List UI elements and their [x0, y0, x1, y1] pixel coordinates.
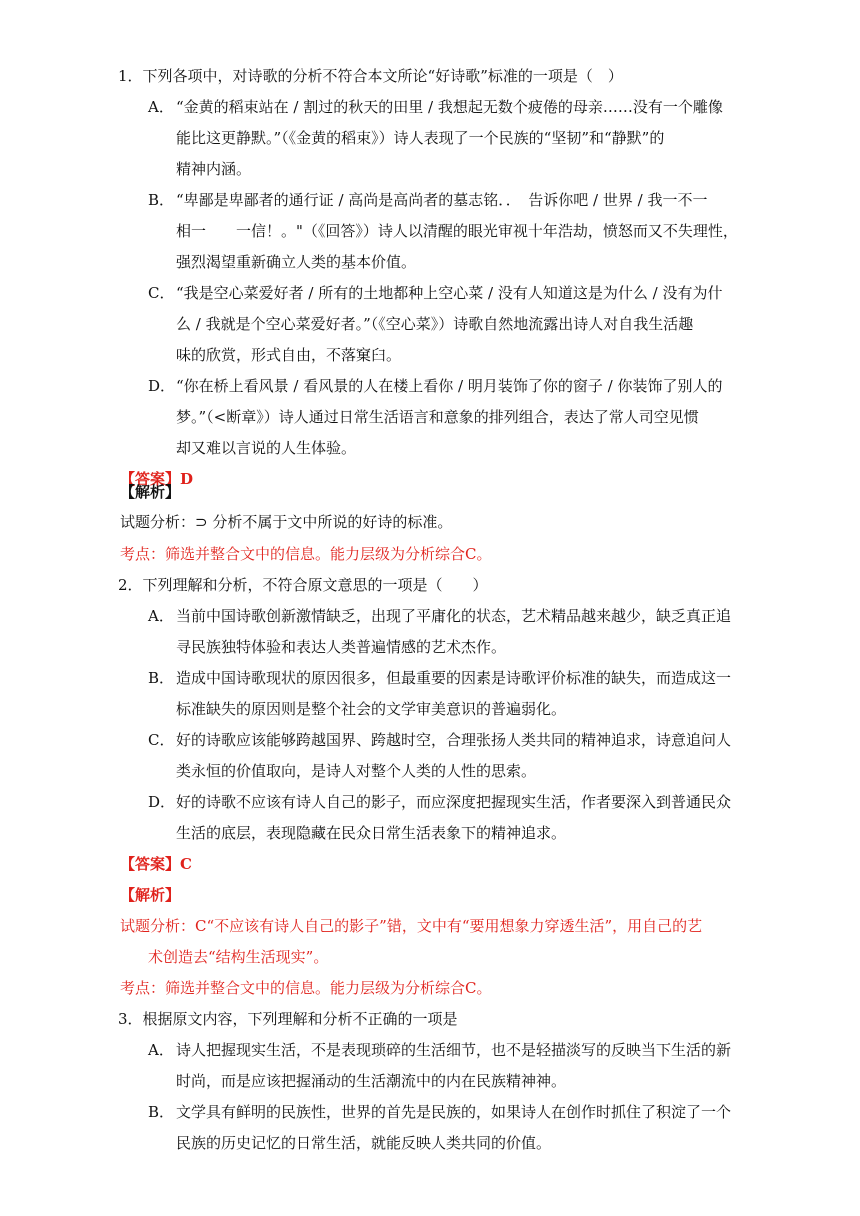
q1-option-d-line2: 梦。”（<断章》）诗人通过日常生活语言和意象的排列组合，表达了常人司空见惯: [176, 408, 699, 426]
q1-answer: 【答案】D: [120, 470, 194, 488]
option-text: “你在桥上看风景 / 看风景的人在楼上看你 / 明月装饰了你的窗子 / 你装饰了别人的: [176, 377, 723, 395]
option-label: A．: [148, 98, 174, 116]
q2-option-b-line2: 标准缺失的原因则是整个社会的文学审美意识的普遍弱化。: [176, 700, 567, 718]
q1-analysis-text: 试题分析：⊃ 分析不属于文中所说的好诗的标准。: [120, 513, 453, 531]
q3-option-b: [148, 1102, 731, 1122]
q2-option-b: [148, 668, 731, 688]
q2-option-d: [148, 792, 731, 812]
option-label: B．: [148, 669, 175, 687]
q1-option-b: [148, 190, 707, 210]
q1-option-b-line2: 相一 一信！。"（《回答》）诗人以清醒的眼光审视十年浩劫，愤怒而又不失理性，: [176, 222, 738, 240]
q2-option-a-line2: 寻民族独特体验和表达人类普遍情感的艺术杰作。: [176, 638, 507, 656]
option-label: C．: [148, 284, 175, 302]
q3-option-b-line2: 民族的历史记忆的日常生活，就能反映人类共同的价值。: [176, 1134, 552, 1152]
q2-kaodian: 考点：筛选并整合文中的信息。能力层级为分析综合C。: [120, 979, 492, 997]
q1-option-a: [148, 97, 723, 117]
q2-option-d-line2: 生活的底层，表现隐藏在民众日常生活表象下的精神追求。: [176, 824, 567, 842]
option-text: 好的诗歌应该能够跨越国界、跨越时空，合理张扬人类共同的精神追求，诗意追问人: [176, 731, 732, 749]
q1-stem: 1．下列各项中，对诗歌的分析不符合本文所论“好诗歌”标准的一项是（ ）: [118, 67, 623, 85]
option-text: 文学具有鲜明的民族性，世界的首先是民族的，如果诗人在创作时抓住了积淀了一个: [176, 1103, 732, 1121]
option-label: A．: [148, 1041, 174, 1059]
q3-option-a: [148, 1040, 731, 1060]
q1-option-d-line3: 却又难以言说的人生体验。: [176, 439, 357, 457]
q2-answer: 【答案】C: [120, 855, 192, 873]
q2-stem: 2．下列理解和分析，不符合原文意思的一项是（ ）: [118, 576, 488, 594]
q2-analysis-line2: 术创造去“结构生活现实”。: [148, 948, 329, 966]
option-label: D．: [148, 793, 176, 811]
q1-option-b-line3: 强烈渴望重新确立人类的基本价值。: [176, 253, 417, 271]
q1-analysis-heading: 【解析】: [120, 483, 181, 501]
q1-option-c-line2: 么 / 我就是个空心菜爱好者。”（《空心菜》）诗歌自然地流露出诗人对自我生活趣: [176, 315, 694, 333]
q3-option-a-line2: 时尚，而是应该把握涌动的生活潮流中的内在民族精神神。: [176, 1072, 567, 1090]
q2-analysis-line1: 试题分析：C“不应该有诗人自己的影子”错，文中有“要用想象力穿透生活”，用自己的艺: [120, 917, 703, 935]
option-text: “卑鄙是卑鄙者的通行证 / 高尚是高尚者的墓志铭．． 告诉你吧 / 世界 / 我一不一: [176, 191, 708, 209]
option-label: B．: [148, 1103, 175, 1121]
q2-option-c-line2: 类永恒的价值取向，是诗人对整个人类的人性的思索。: [176, 762, 537, 780]
option-text: 当前中国诗歌创新激情缺乏，出现了平庸化的状态，艺术精品越来越少，缺乏真正追: [176, 607, 732, 625]
q1-option-a-line3: 精神内涵。: [176, 160, 252, 178]
option-text: 好的诗歌不应该有诗人自己的影子，而应深度把握现实生活，作者要深入到普通民众: [176, 793, 732, 811]
option-label: B．: [148, 191, 175, 209]
q1-option-c: [148, 283, 722, 303]
q2-option-c: [148, 730, 731, 750]
q2-analysis-heading: 【解析】: [120, 886, 181, 904]
option-text: “我是空心菜爱好者 / 所有的土地都种上空心菜 / 没有人知道这是为什么 / 没有为什: [176, 284, 723, 302]
option-text: 诗人把握现实生活，不是表现琐碎的生活细节，也不是轻描淡写的反映当下生活的新: [176, 1041, 732, 1059]
option-label: C．: [148, 731, 175, 749]
option-label: D．: [148, 377, 176, 395]
q1-kaodian: 考点：筛选并整合文中的信息。能力层级为分析综合C。: [120, 545, 492, 563]
q2-option-a: [148, 606, 731, 626]
q1-option-d: [148, 376, 722, 396]
option-text: “金黄的稻束站在 / 割过的秋天的田里 / 我想起无数个疲倦的母亲……没有一个雕像: [176, 98, 723, 116]
q3-stem: 3．根据原文内容，下列理解和分析不正确的一项是: [118, 1010, 458, 1028]
q1-option-c-line3: 味的欣赏，形式自由，不落窠臼。: [176, 346, 402, 364]
q1-option-a-line2: 能比这更静默。”（《金黄的稻束》）诗人表现了一个民族的“坚韧”和“静默”的: [176, 129, 665, 147]
option-text: 造成中国诗歌现状的原因很多，但最重要的因素是诗歌评价标准的缺失，而造成这一: [176, 669, 732, 687]
option-label: A．: [148, 607, 174, 625]
